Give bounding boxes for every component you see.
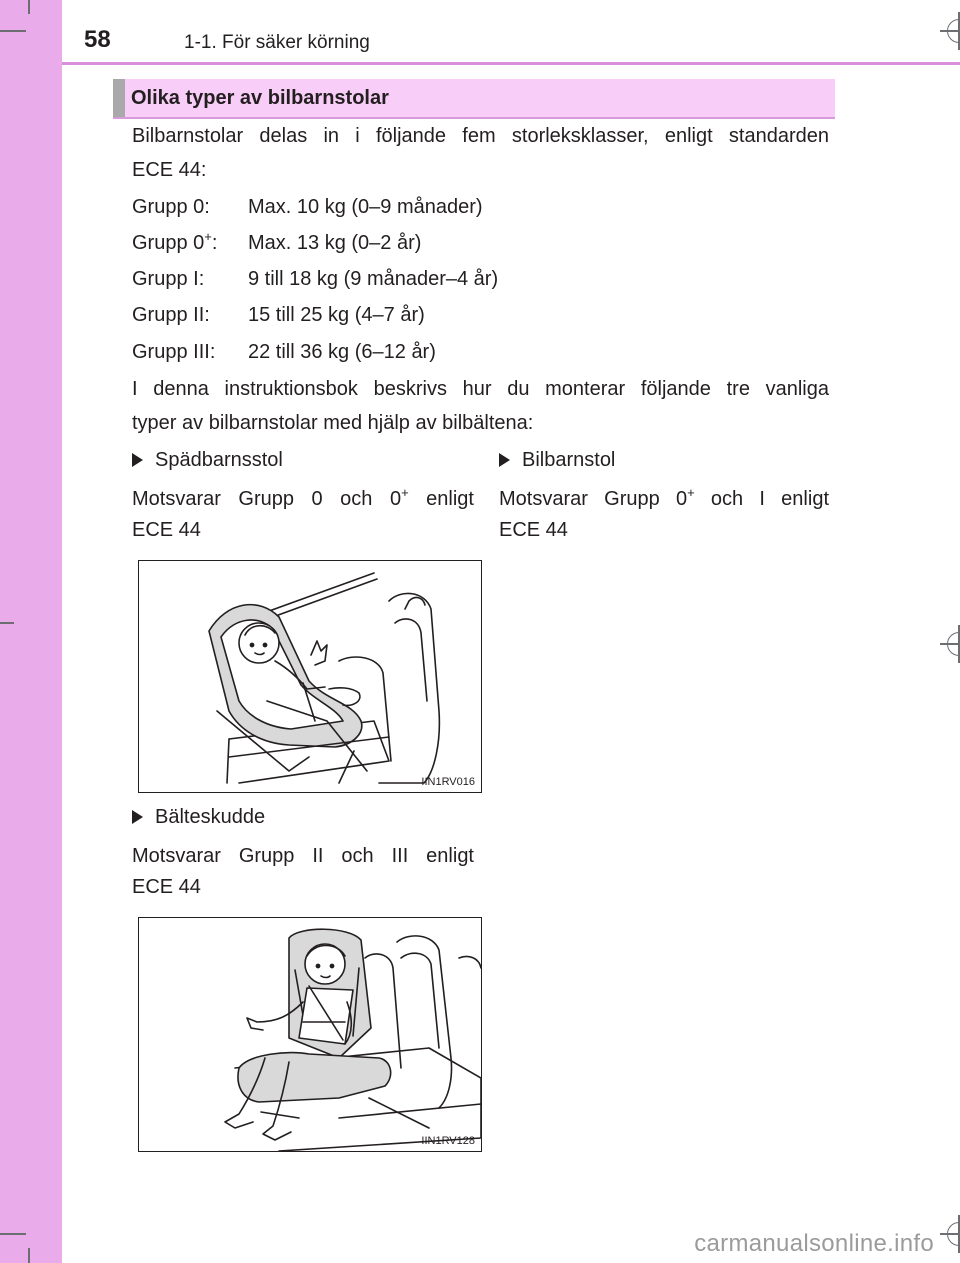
- group-value: 15 till 25 kg (4–7 år): [248, 304, 425, 326]
- section-title: 1-1. För säker körning: [184, 32, 370, 53]
- figure-code: IIN1RV128: [421, 1135, 475, 1147]
- seat-type-heading: [499, 449, 615, 472]
- desc-text: Motsvarar Grupp 0 och 0: [132, 488, 402, 510]
- group-label-sup: +: [204, 229, 212, 244]
- desc-text-end: och I enligt: [694, 488, 829, 510]
- desc-text-end: enligt: [408, 488, 474, 510]
- triangle-bullet-icon: [132, 810, 143, 824]
- seat-type-title: Bilbarnstol: [522, 449, 616, 471]
- triangle-bullet-icon: [499, 453, 510, 467]
- header-rule: [62, 62, 960, 65]
- registration-mark-icon: [947, 19, 960, 43]
- description-line-1: I denna instruktionsbok beskrivs hur du monterar följande tre vanliga: [132, 378, 829, 400]
- description-line-2: typer av bilbarnstolar med hjälp av bilbältena:: [132, 412, 534, 434]
- seat-type-heading: [132, 449, 283, 472]
- group-label: Grupp III:: [132, 341, 216, 363]
- seat-type-heading: [132, 806, 265, 829]
- crop-mark: [28, 0, 30, 14]
- desc-text: Motsvarar Grupp 0: [499, 488, 688, 510]
- section-heading: Olika typer av bilbarnstolar: [131, 87, 389, 109]
- group-label-suffix: :: [211, 232, 218, 254]
- intro-line-1: Bilbarnstolar delas in i följande fem storleksklasser, enligt standarden: [132, 125, 829, 147]
- crop-mark: [0, 1233, 26, 1235]
- registration-mark-icon: [947, 632, 960, 656]
- group-label: Grupp 0:: [132, 196, 210, 218]
- group-value: Max. 10 kg (0–9 månader): [248, 196, 483, 218]
- group-value: 22 till 36 kg (6–12 år): [248, 341, 436, 363]
- page-number: 58: [84, 26, 111, 53]
- booster-cushion-illustration: [138, 917, 482, 1152]
- group-value: Max. 13 kg (0–2 år): [248, 232, 422, 254]
- seat-type-desc-line-1: [499, 482, 829, 516]
- group-value: 9 till 18 kg (9 månader–4 år): [248, 268, 499, 290]
- crop-mark: [0, 30, 26, 32]
- infant-seat-drawing: [139, 561, 481, 792]
- seat-type-desc-line-2: ECE 44: [499, 519, 568, 541]
- booster-seat-drawing: [139, 918, 481, 1151]
- group-label-text: Grupp 0: [132, 232, 205, 254]
- page-sidebar-band: [0, 0, 62, 1263]
- intro-line-2: ECE 44:: [132, 159, 207, 181]
- group-label: [132, 229, 218, 255]
- group-label: Grupp I:: [132, 268, 205, 290]
- heading-marker: [113, 79, 125, 117]
- seat-type-desc-line-2: ECE 44: [132, 519, 201, 541]
- seat-type-desc-line-1: [132, 482, 474, 516]
- seat-type-desc-line-2: ECE 44: [132, 876, 201, 898]
- triangle-bullet-icon: [132, 453, 143, 467]
- figure-code: IIN1RV016: [421, 776, 475, 788]
- crop-mark: [0, 622, 14, 624]
- infant-seat-illustration: [138, 560, 482, 793]
- section-heading-bar: [113, 79, 835, 119]
- crop-mark: [28, 1248, 30, 1263]
- seat-type-title: Spädbarnsstol: [155, 449, 283, 471]
- seat-type-desc-line-1: Motsvarar Grupp II och III enligt: [132, 845, 474, 867]
- group-label: Grupp II:: [132, 304, 210, 326]
- seat-type-title: Bälteskudde: [155, 806, 266, 828]
- desc-sup: +: [401, 485, 409, 500]
- watermark: carmanualsonline.info: [694, 1230, 934, 1257]
- desc-sup: +: [687, 485, 695, 500]
- registration-mark-icon: [947, 1222, 960, 1246]
